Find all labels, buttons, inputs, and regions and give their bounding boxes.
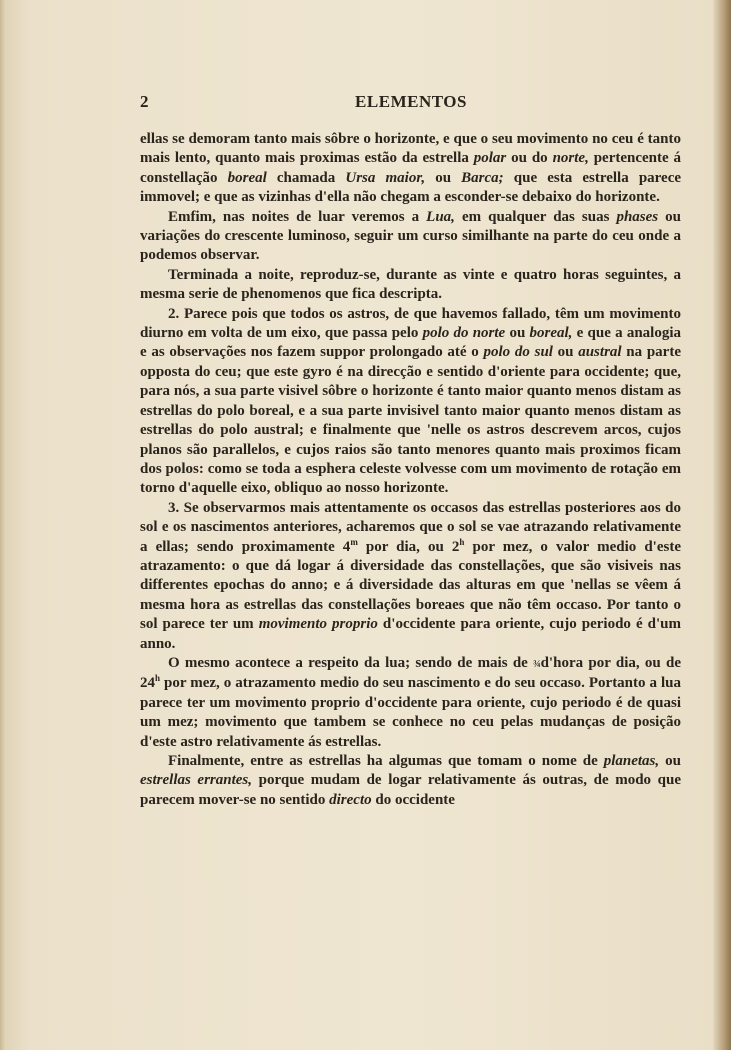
italic-term: polo do norte — [422, 325, 506, 342]
text-run: 3. Se observarmos mais attentamente os occasos das estrellas posteriores aos do sol e os nascimentos anteriores, acharemos que o sol se vae atrazando relativamente a ellas; sendo proximamente 4 — [140, 499, 681, 555]
italic-term: polar — [473, 150, 507, 167]
paragraph-moon — [140, 654, 681, 752]
text-run: chamada — [266, 169, 346, 186]
running-title: ELEMENTOS — [355, 92, 467, 111]
paragraph-2 — [140, 208, 681, 266]
italic-term: Lua, — [426, 208, 455, 225]
page-number: 2 — [140, 92, 149, 111]
text-run: e que a analogia e as observações nos fazem suppor prolongado até o — [140, 325, 681, 361]
text-run: Terminada a noite, reproduz-se, durante as vinte e quatro horas seguintes, a mesma serie de phenomenos que fica descripta. — [140, 266, 681, 303]
text-run: Emfim, nas noites de luar veremos a — [168, 208, 427, 225]
text-run: ou — [425, 169, 462, 186]
paragraph-planets — [140, 752, 681, 810]
text-run: por mez, o atrazamento medio do seu nascimento e do seu occaso. Portanto a lua parece ter um movimento proprio d'occidente para oriente, cujo periodo é de quasi um mez; movimento que tambem se conhece no ceu pelas mudanças de posição d'este astro relativamente ás estrellas. — [140, 675, 681, 750]
page-left-edge — [0, 0, 6, 1050]
text-run: porque mudam de logar relativamente ás outras, de modo que parecem mover-se no sentido — [140, 772, 681, 808]
italic-term: boreal, — [529, 325, 573, 342]
text-run: ou variações do crescente luminoso, seguir um curso similhante na parte do ceu onde a podemos observar. — [140, 208, 682, 264]
page-header — [140, 92, 682, 116]
italic-term: movimento proprio — [258, 616, 378, 633]
italic-term: Barca; — [461, 169, 504, 186]
text-run: por dia, ou 2 — [357, 538, 460, 555]
text-run: 2. Parece pois que todos os astros, de que havemos fallado, têm um movimento diurno em volta de um eixo, que passa pelo — [140, 305, 681, 342]
body-text — [140, 130, 681, 810]
text-run: em qualquer das suas — [454, 208, 617, 225]
italic-term: boreal — [227, 169, 267, 186]
text-run: pertencente á constellação — [140, 150, 682, 186]
fraction: ¾ — [533, 658, 541, 670]
text-run: Finalmente, entre as estrellas ha algumas que tomam o nome de — [168, 753, 604, 769]
italic-term: planetas, — [603, 753, 660, 769]
italic-term: austral — [578, 344, 622, 361]
paragraph-3 — [140, 266, 681, 305]
page-right-edge — [713, 0, 731, 1050]
text-run: O mesmo acontece a respeito da lua; sendo de mais de — [168, 654, 534, 671]
italic-term: Ursa maior, — [345, 169, 426, 186]
text-run: ou — [505, 325, 530, 342]
text-run: ou — [552, 344, 579, 361]
text-run: do occidente — [371, 791, 455, 808]
italic-term: phases — [616, 208, 659, 225]
text-run: ou — [659, 753, 681, 769]
text-run: ellas se demoram tanto mais sôbre o horizonte, e que o seu movimento no ceu é tanto mais lento, quanto mais proximas estão da estrella — [140, 131, 681, 167]
italic-term: estrellas errantes, — [140, 772, 253, 789]
superscript-unit: h — [459, 536, 465, 547]
text-run: ou do — [506, 150, 553, 167]
text-run: d'occidente para oriente, cujo periodo é d'um anno. — [140, 616, 681, 652]
paragraph-section-3 — [140, 499, 681, 654]
italic-term: polo do sul — [483, 344, 553, 361]
superscript-unit: m — [350, 536, 358, 547]
paragraph-section-2 — [140, 305, 681, 499]
italic-term: norte, — [552, 150, 589, 167]
text-run: d'hora por dia, ou de 24 — [140, 654, 681, 692]
paragraph-1 — [140, 130, 681, 208]
text-run: que esta estrella parece immovel; e que as vizinhas d'ella não chegam a esconder-se debaixo do horizonte. — [140, 169, 682, 206]
superscript-unit: h — [155, 673, 161, 684]
italic-term: directo — [329, 791, 372, 808]
text-run: na parte opposta do ceu; que este gyro é na direcção e sentido d'oriente para occidente; que, para nós, a sua parte visivel sôbre o horizonte é tanto maior quanto menos distam as estrellas do polo boreal, e a sua parte invisivel tanto maior quanto menos distam as estrellas do polo austral; e finalmente que 'nelle os astros descrevem arcos, cujos planos são parallelos, e cujos raios são tanto menores quanto mais proximos ficam dos polos: como se toda a esphera celeste volvesse com um movimento de rotação em torno d'aquelle eixo, obliquo ao nosso horizonte. — [140, 344, 681, 497]
text-run: por mez, o valor medio d'este atrazamento: o que dá logar á diversidade das constellações, que são visiveis nas differentes epochas do anno; e á diversidade das alturas em que 'nellas se vêem á mesma hora as estrellas das constellações boreaes que não têm occaso. Por tanto o sol parece ter um — [140, 538, 681, 633]
